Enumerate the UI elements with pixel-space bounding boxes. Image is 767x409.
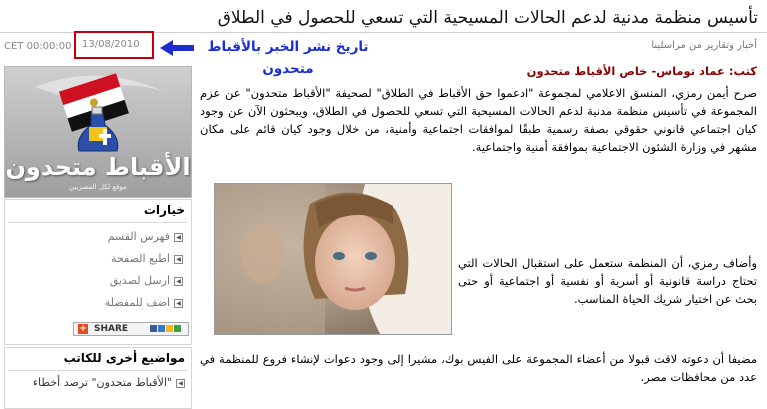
article-title: تأسيس منظمة مدنية لدعم الحالات المسيحية التي تسعي للحصول في الطلاق xyxy=(217,8,758,28)
stumble-icon xyxy=(174,325,181,332)
girl-photo-image xyxy=(215,184,451,334)
article-photo xyxy=(214,183,452,335)
logo-tagline: موقع لكل المصريين xyxy=(69,183,127,191)
share-plus-icon: + xyxy=(79,324,87,334)
share-label: SHARE xyxy=(94,324,129,334)
section-index-link[interactable] xyxy=(108,230,183,243)
breadcrumb[interactable]: أخبار وتقارير من مراسلينا xyxy=(651,40,757,51)
bullet-arrow-icon: ◀ xyxy=(176,379,185,388)
send-to-friend-link[interactable] xyxy=(110,274,183,287)
logo-wordmark: الأقباط متحدون xyxy=(5,153,191,181)
related-heading: مواضيع أخرى للكاتب xyxy=(63,351,185,365)
related-divider xyxy=(9,370,187,371)
related-article-label: "الأقباط متحدون" ترصد أخطاء xyxy=(32,376,172,389)
bullet-arrow-icon: ◀ xyxy=(174,299,183,308)
options-panel xyxy=(4,199,192,345)
related-article-link[interactable] xyxy=(33,376,185,389)
facebook-icon xyxy=(150,325,157,332)
publish-time: CET 00:00:00 xyxy=(4,41,72,52)
bullet-arrow-icon: ◀ xyxy=(174,277,183,286)
add-favorite-link[interactable] xyxy=(105,296,183,309)
date-annotation: تاريخ نشر الخبر بالأقباط متحدون xyxy=(207,39,369,77)
article-paragraph-1: صرح أيمن رمزي، المنسق الاعلامي لمجموعة "ادعموا حق الأقباط في الطلاق" لصحيفة "الأقباط متحدون" عن عزم المجموعة في تأسيس منظمة مدنية لدعم الحالات المسيحية التي تسعي للحصول في الطلاق، ويبحثون الآن عن وجود كيان اجتماعي قانوني حقوقي بصفة رسمية طبقًا لموافقات اجتماعية وأمنية، من خلال وجود كيان قائم على مكان مشهر في وزارة الشئون الاجتماعية بموافقة أمنية واجتماعية. xyxy=(200,86,757,154)
print-page-link[interactable] xyxy=(111,252,183,265)
publish-date: 13/08/2010 xyxy=(82,39,140,50)
article-paragraph-3: مضيفا أن دعوته لاقت قبولا من أعضاء المجموعة على الفيس بوك، مشيرا إلى وجود دعوات لإنشاء فروع للمنظمة في عدد من محافظات مصر. xyxy=(200,352,757,384)
section-index-label: فهرس القسم xyxy=(107,230,170,243)
digg-icon xyxy=(166,325,173,332)
delicious-icon xyxy=(158,325,165,332)
options-heading: خيارات xyxy=(143,203,185,217)
bullet-arrow-icon: ◀ xyxy=(174,233,183,242)
print-page-label: اطبع الصفحة xyxy=(111,252,170,265)
social-icons xyxy=(150,325,182,335)
bullet-arrow-icon: ◀ xyxy=(174,255,183,264)
share-button[interactable] xyxy=(73,322,189,336)
article-paragraph-2: وأضاف رمزي، أن المنظمة ستعمل على استقبال الحالات التي تحتاج دراسة قانونية أو أسرية أو نفسية أو اجتماعية أو حتى بحث عن اختيار شريك الحياة المناسب. xyxy=(458,256,757,306)
options-divider xyxy=(9,222,187,223)
left-arrow-icon xyxy=(160,40,194,56)
add-favorite-label: اضف للمفضلة xyxy=(104,296,170,309)
related-articles-panel xyxy=(4,347,192,409)
publish-date-highlight xyxy=(74,31,154,59)
site-logo[interactable] xyxy=(4,66,192,198)
send-to-friend-label: ارسل لصديق xyxy=(109,274,170,287)
article-author: كتب: عماد توماس- خاص الأقباط متحدون xyxy=(526,64,757,78)
